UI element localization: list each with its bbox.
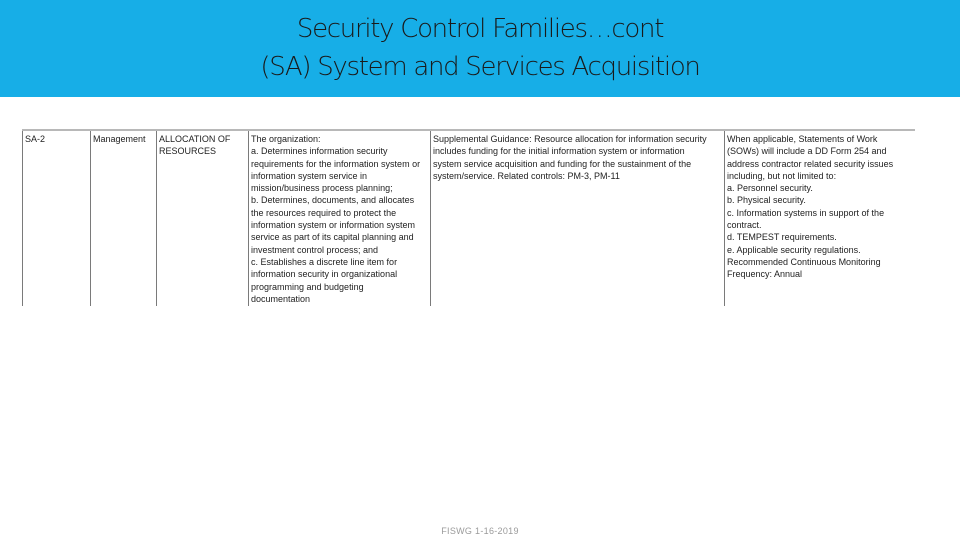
- notes-line: b. Physical security.: [727, 195, 806, 206]
- control-type-cell: [90, 131, 156, 306]
- title-line-1: Security Control Families…cont: [296, 14, 664, 44]
- notes-line: When applicable, Statements of Work: [727, 134, 878, 144]
- guidance-cell: [430, 131, 724, 306]
- footer-text: FISWG 1-16-2019: [441, 526, 519, 536]
- notes-line: a. Personnel security.: [727, 183, 813, 194]
- notes-line: e. Applicable security regulations.: [727, 244, 861, 255]
- control-text-line: mission/business process planning;: [251, 183, 393, 194]
- control-name-line: RESOURCES: [159, 146, 217, 157]
- control-text-line: investment control process; and: [251, 244, 379, 255]
- notes-line: contract.: [727, 220, 762, 231]
- control-text-line: programming and budgeting: [251, 281, 364, 292]
- notes-line: including, but not limited to:: [727, 170, 837, 181]
- guidance-line: includes funding for the initial information system or information: [433, 146, 685, 157]
- control-id-text: SA-2: [25, 134, 46, 144]
- control-text-line: service as part of its capital planning and: [251, 232, 414, 243]
- notes-line: (SOWs) will include a DD Form 254 and: [727, 146, 887, 157]
- control-text-line: information system or information system: [251, 220, 416, 231]
- notes-line: Recommended Continuous Monitoring: [727, 256, 881, 267]
- guidance-line: system/service. Related controls: PM-3, PM-11: [433, 170, 620, 181]
- title-line-2: (SA) System and Services Acquisition: [260, 52, 700, 82]
- control-text-line: requirements for the information system or: [251, 158, 421, 169]
- control-type-text: Management: [93, 134, 146, 144]
- slide-title: [0, 10, 960, 86]
- control-text-line: c. Establishes a discrete line item for: [251, 256, 398, 267]
- control-text-line: documentation: [251, 293, 311, 304]
- control-text-line: information security in organizational: [251, 269, 398, 280]
- control-text-line: information system service in: [251, 170, 368, 181]
- control-name-line: ALLOCATION OF: [159, 134, 231, 144]
- notes-line: address contractor related security issues: [727, 158, 894, 169]
- control-id-cell: [22, 131, 90, 306]
- control-text-line: The organization:: [251, 134, 321, 144]
- notes-line: Frequency: Annual: [727, 269, 803, 280]
- guidance-line: Supplemental Guidance: Resource allocation for information security: [433, 134, 707, 144]
- notes-line: c. Information systems in support of the: [727, 207, 885, 218]
- notes-cell: [724, 131, 915, 306]
- control-text-cell: [248, 131, 430, 306]
- control-name-cell: [156, 131, 248, 306]
- control-text-line: a. Determines information security: [251, 146, 388, 157]
- notes-line: d. TEMPEST requirements.: [727, 232, 837, 243]
- control-text-line: the resources required to protect the: [251, 207, 397, 218]
- control-table: [22, 129, 915, 306]
- guidance-line: system service acquisition and funding for the sustainment of the: [433, 158, 692, 169]
- control-text-line: b. Determines, documents, and allocates: [251, 195, 415, 206]
